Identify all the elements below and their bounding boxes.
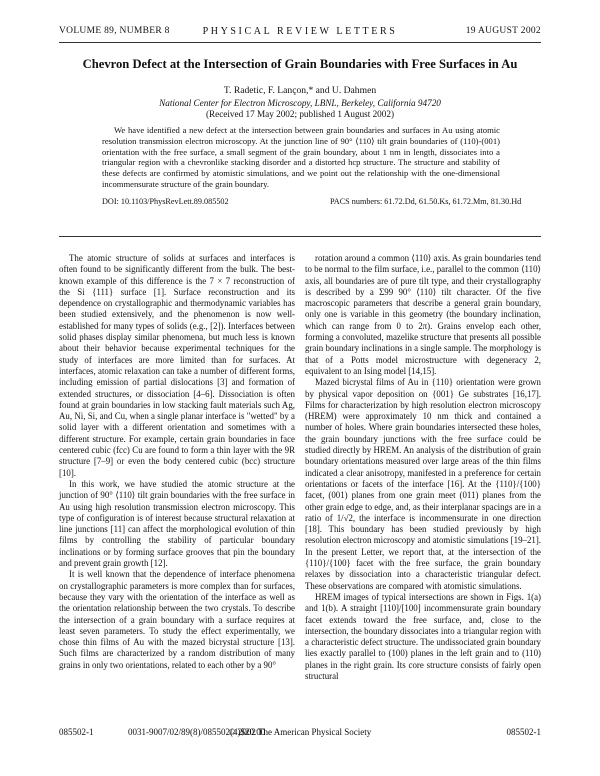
paragraph: In this work, we have studied the atomic structure at the junction of 90° ⟨110⟩ tilt grain boundaries with the free surface in Au using high resolution transmission electron microscopy. This type of configuration is of interest because structural relaxation at line junctions [11] can affect the morphological evolution of thin films by controlling the stability of particular boundary inclinations or by forming surface grooves that pin the boundary and prevent grain growth [12]. <box>59 478 295 569</box>
paragraph: rotation around a common ⟨110⟩ axis. As grain boundaries tend to be normal to the film surface, i.e., parallel to the common ⟨110⟩ axis, all boundaries are of pure tilt type, and their crystallography is described by a Σ99 90° ⟨110⟩ tilt character. Of the five macroscopic parameters that describe a general grain boundary, only one is variable in this geometry (the boundary inclination, which can range from 0 to 2π). Grains envelop each other, forming a convoluted, mazelike structure that presents all possible grain boundary inclinations in a single sample. The morphology is that of a Potts model microstructure with degeneracy 2, equivalent to an Ising model [14,15]. <box>305 253 541 376</box>
right-column <box>305 253 541 682</box>
paragraph: It is well known that the dependence of interface phenomena on crystallographic parameters is more complex than for surfaces, because they vary with the orientation of the interface as well as the orientation relationship between the two crystals. To describe the intersection of a grain boundary with a surface requires at least seven parameters. To study the effect experimentally, we chose thin films of Au with the mazed bicrystal structure [13]. Such films are characterized by a random distribution of many grains in only two orientations, related to each other by a 90° <box>59 569 295 670</box>
page-number-right: 085502-1 <box>506 727 541 737</box>
affiliation: National Center for Electron Microscopy, LBNL, Berkeley, California 94720 <box>159 98 441 108</box>
pacs-numbers: PACS numbers: 61.72.Dd, 61.50.Ks, 61.72.Mm, 81.30.Hd <box>330 197 522 206</box>
journal-name: PHYSICAL REVIEW LETTERS <box>202 26 398 37</box>
publication-code: 0031-9007/02/89(8)/085502(4)$20.00 <box>128 727 266 737</box>
paragraph: Mazed bicrystal films of Au in {110} orientation were grown by physical vapor deposition on {001} Ge substrates [16,17]. Films for characterization by high resolution electron microscopy (HREM) were approximately 10 nm thick and contained a number of holes. Where grain boundaries intersected these holes, the grain boundary junctions with the free surface could be studied directly by HREM. An analysis of the distribution of grain boundary orientations measured over large areas of the thin films indicated a clear anisotropy, manifested in a preference for certain orientations or facets of the interface [16]. At the {110}/{100} facet, (001) planes from one grain meet (011) planes from the other grain edge to edge, and, as their interplanar spacings are in a ratio of 1/√2, the interface is incommensurate in one direction [18]. This boundary has been studied previously by high resolution electron microscopy and atomistic simulations [19–21]. In the present Letter, we report that, at the intersection of the {110}/{100} facet with the free surface, the grain boundary relaxes by dissociation into a characteristic triangular defect. These observations are compared with atomistic simulations. <box>305 377 541 591</box>
abstract: We have identified a new defect at the intersection between grain boundaries and surfaces in Au using atomic resolution transmission electron microscopy. At the junction line of 90° ⟨110⟩ tilt grain boundaries of (110)-(001) orientation with the free surface, a small segment of the grain boundary, about 1 nm in length, dissociates into a triangular region with a chevronlike stacking disorder and a distorted hcp structure. The structure and stability of these defects are confirmed by atomistic simulations, and we point out the relationship with the one-dimensional incommensurate structure of the grain boundary. <box>102 125 500 189</box>
header-rule <box>59 42 541 43</box>
paragraph: The atomic structure of solids at surfaces and interfaces is often found to be significantly different from the bulk. The best-known example of this difference is the 7 × 7 reconstruction of the Si {111} surface [1]. Surface reconstruction and its dependence on crystallographic and thermodynamic variables has been studied extensively, and the phenomenon is now well-established for many types of solids (e.g., [2]). Interfaces between solid phases display similar phenomena, but much less is known about their behavior because experimental techniques for the study of interfaces are more limited than for surfaces. At interfaces, atomic relaxation can take a number of different forms, including emission of partial dislocations [3] and formation of extended structures, or dissociation [4–6]. Dissociation is often found at grain boundaries in low stacking fault materials such Ag, Au, Ni, Si, and Cu, when a single planar interface is "wetted" by a solid layer with a different orientation and sometimes with a different structure. For example, certain grain boundaries in face centered cubic (fcc) Cu are found to form a thin layer with the 9R structure [7–9] or even the body centered cubic (bcc) structure [10]. <box>59 253 295 478</box>
doi-link[interactable]: DOI: 10.1103/PhysRevLett.89.085502 <box>102 197 229 206</box>
paragraph: HREM images of typical intersections are shown in Figs. 1(a) and 1(b). A straight [110]/[100] incommensurate grain boundary facet extends toward the free surface, and, close to the intersection, the boundary dissociates into a triangular region with a characteristic defect structure. The undissociated grain boundary lies exactly parallel to (100) planes in the left grain and to (110) planes in the right grain. Its core structure consists of fairly open structural <box>305 591 541 681</box>
page-number-left: 085502-1 <box>59 727 94 737</box>
abstract-rule <box>59 236 541 237</box>
received-date: (Received 17 May 2002; published 1 August 2002) <box>205 109 395 119</box>
volume-label: VOLUME 89, NUMBER 8 <box>59 26 170 36</box>
issue-date: 19 AUGUST 2002 <box>465 26 541 36</box>
left-column <box>59 253 295 671</box>
paper-title: Chevron Defect at the Intersection of Grain Boundaries with Free Surfaces in Au <box>82 57 518 71</box>
copyright: © 2002 The American Physical Society <box>228 727 372 737</box>
authors: T. Radetic, F. Lançon,* and U. Dahmen <box>223 85 377 96</box>
